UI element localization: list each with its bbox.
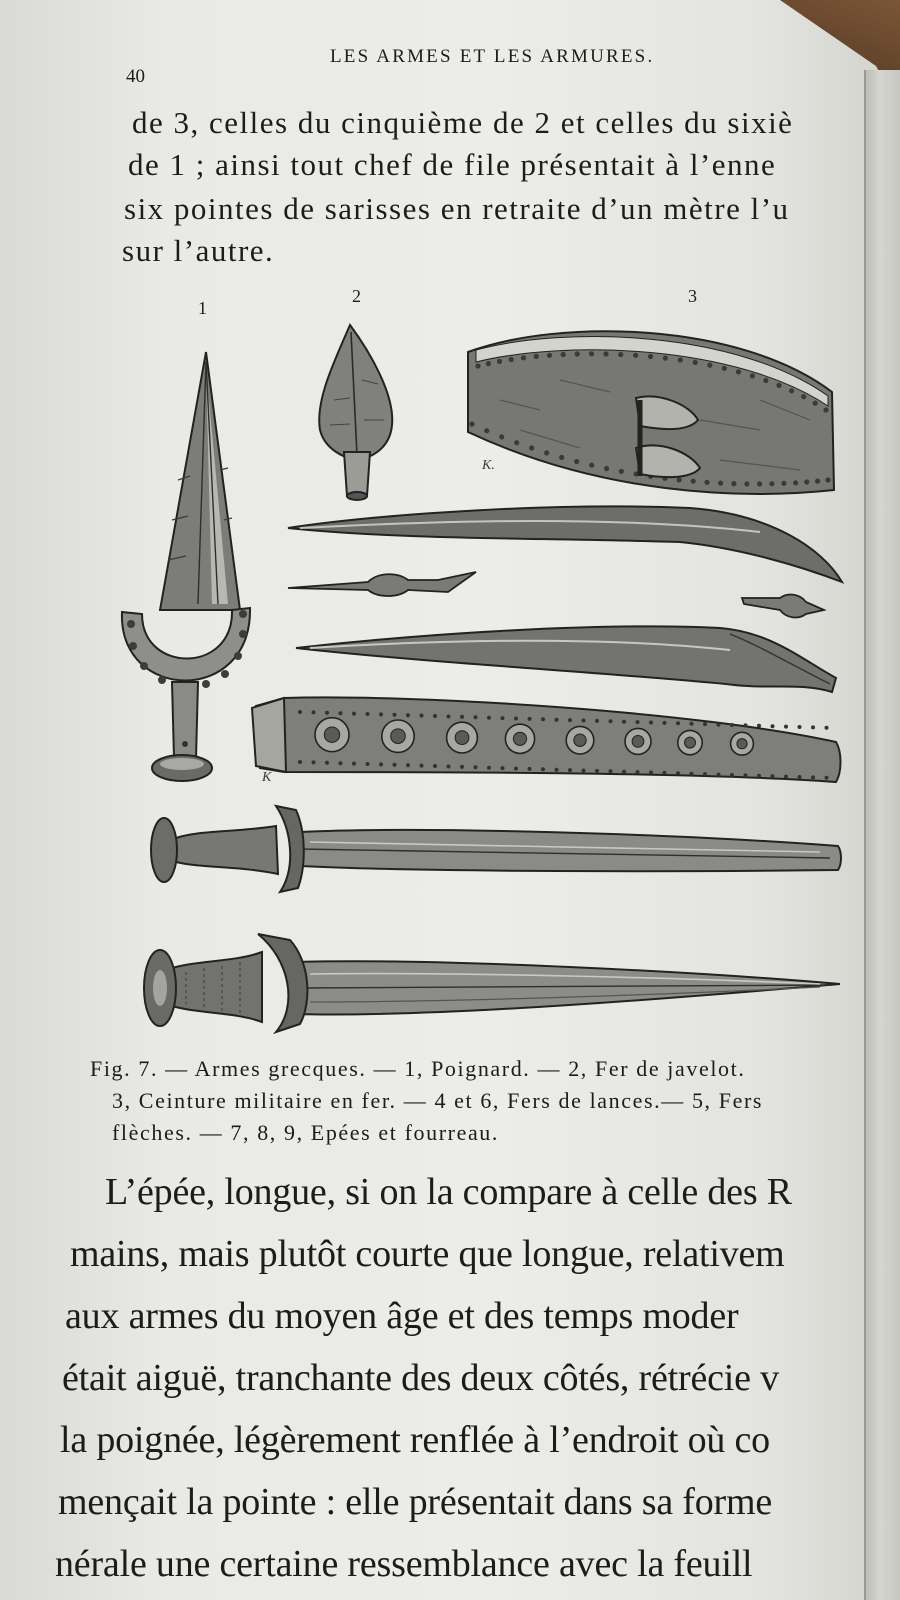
belt-rivet <box>678 357 683 362</box>
scabbard-dot <box>622 770 626 774</box>
belt-rivet <box>486 361 491 366</box>
belt-rivet <box>736 369 741 374</box>
scabbard-dot <box>703 772 707 776</box>
scabbard-dot <box>784 725 788 729</box>
scabbard-dot <box>393 713 397 717</box>
arrowhead-a <box>288 572 476 596</box>
belt-rivet <box>793 480 798 485</box>
belt-rivet <box>825 477 830 482</box>
lance-6-blade <box>296 626 836 692</box>
scabbard-dot <box>352 712 356 716</box>
belt-rivet <box>815 479 820 484</box>
scabbard-dot <box>568 768 572 772</box>
figure-label-3: 3 <box>688 286 697 306</box>
scabbard-mouth <box>252 698 286 772</box>
belt-rivet <box>781 481 786 486</box>
belt-rivet <box>514 440 519 445</box>
figure-label-1: 1 <box>198 298 207 318</box>
scabbard-rosette-center <box>685 737 696 748</box>
scabbard-dot <box>352 762 356 766</box>
engraver-mark: K <box>262 770 272 785</box>
sword-9-guard <box>258 934 307 1032</box>
arrowhead-b <box>742 595 824 618</box>
fig-8-sword <box>151 806 841 892</box>
scabbard-dot <box>312 760 316 764</box>
fig-3-belt <box>468 331 834 494</box>
scabbard-dot <box>730 773 734 777</box>
fig-5-arrowheads <box>288 572 824 617</box>
scabbard-dot <box>474 765 478 769</box>
belt-rivet <box>603 351 608 356</box>
scabbard-rosette-center <box>574 734 586 746</box>
belt-rivet <box>813 401 818 406</box>
scabbard-dot <box>582 769 586 773</box>
scabbard-dot <box>433 764 437 768</box>
belt-rivet <box>529 445 534 450</box>
scabbard-dot <box>447 715 451 719</box>
belt-rivet <box>718 481 723 486</box>
scabbard-dot <box>298 710 302 714</box>
scabbard-rosette-center <box>455 731 469 745</box>
sword-8-pommel <box>151 818 177 882</box>
scabbard-dot <box>433 714 437 718</box>
scabbard-dot <box>528 767 532 771</box>
engraver-mark: K. <box>482 458 495 473</box>
belt-rivet <box>789 388 794 393</box>
javelin-socket <box>344 452 370 496</box>
scabbard-dot <box>676 721 680 725</box>
belt-rivet <box>561 352 566 357</box>
fig-1-dagger <box>122 352 250 781</box>
body-line: nérale une certaine ressemblance avec la feuill <box>55 1543 753 1585</box>
scabbard-dot <box>379 762 383 766</box>
belt-rivet <box>521 355 526 360</box>
belt-rivet <box>497 359 502 364</box>
belt-rivet <box>534 354 539 359</box>
scabbard-dot <box>663 771 667 775</box>
body-line: aux armes du moyen âge et des temps moder <box>65 1295 739 1337</box>
scabbard-dot <box>676 771 680 775</box>
scabbard-dot <box>501 716 505 720</box>
scabbard-dot <box>717 723 721 727</box>
figure-label-2: 2 <box>352 286 361 306</box>
belt-rivet <box>691 479 696 484</box>
scabbard-dot <box>393 763 397 767</box>
scabbard-dot <box>420 714 424 718</box>
scabbard-dot <box>474 715 478 719</box>
scabbard-dot <box>514 717 518 721</box>
scabbard-dot <box>825 776 829 780</box>
belt-rivet <box>663 356 668 361</box>
scabbard-dot <box>757 724 761 728</box>
scabbard-dot <box>420 764 424 768</box>
scabbard-dot <box>811 775 815 779</box>
scabbard-dot <box>609 769 613 773</box>
body-line: était aiguë, tranchante des deux côtés, rétrécie v <box>62 1357 779 1399</box>
belt-rivet <box>731 481 736 486</box>
belt-rivet <box>619 469 624 474</box>
belt-rivet <box>574 459 579 464</box>
running-head: LES ARMES ET LES ARMURES. <box>330 46 655 67</box>
scabbard-dot <box>757 774 761 778</box>
dagger-guard <box>122 608 250 681</box>
sword-8-grip <box>176 826 278 874</box>
belt-rivet <box>763 378 768 383</box>
belt-rivet <box>823 407 828 412</box>
scabbard-dot <box>582 719 586 723</box>
scabbard-rosette-center <box>391 729 406 744</box>
body-line: mains, mais plutôt courte que longue, relativem <box>70 1233 785 1275</box>
scabbard-dot <box>811 725 815 729</box>
scabbard-dot <box>595 769 599 773</box>
belt-rivet <box>589 463 594 468</box>
scabbard-dot <box>798 775 802 779</box>
scabbard-rosette-center <box>324 727 339 742</box>
scabbard-dot <box>690 772 694 776</box>
scabbard-dot <box>555 718 559 722</box>
belt-rivet <box>544 450 549 455</box>
scabbard-dot <box>312 710 316 714</box>
scabbard-dot <box>501 766 505 770</box>
scabbard-dot <box>771 774 775 778</box>
scabbard-dot <box>784 775 788 779</box>
fig-7-scabbard <box>252 697 841 782</box>
scabbard-dot <box>636 720 640 724</box>
belt-rivet <box>769 481 774 486</box>
scabbard-dot <box>568 718 572 722</box>
belt-rivet <box>475 363 480 368</box>
belt-rivet <box>744 481 749 486</box>
body-line: L’épée, longue, si on la compare à celle des R <box>105 1171 792 1213</box>
scabbard-dot <box>339 761 343 765</box>
scabbard-dot <box>825 726 829 730</box>
scabbard-rosette-center <box>513 732 526 745</box>
belt-rivet <box>722 366 727 371</box>
sword-8-guard <box>276 806 304 892</box>
intro-line: six pointes de sarisses en retraite d’un mètre l’u <box>124 191 790 226</box>
belt-rivet <box>559 455 564 460</box>
scabbard-dot <box>447 765 451 769</box>
scabbard-dot <box>366 712 370 716</box>
intro-line: de 3, celles du cinquième de 2 et celles du sixiè <box>132 105 794 140</box>
belt-rivet <box>547 353 552 358</box>
scabbard-dot <box>379 712 383 716</box>
scabbard-dot <box>487 716 491 720</box>
lance-4-blade <box>288 506 842 582</box>
scabbard-rosette-center <box>632 736 644 748</box>
scabbard-dot <box>339 711 343 715</box>
belt-rivet <box>509 357 514 362</box>
scabbard-dot <box>649 721 653 725</box>
scabbard-dot <box>636 770 640 774</box>
scabbard-dot <box>744 723 748 727</box>
scabbard-dot <box>325 761 329 765</box>
belt-rivet <box>776 383 781 388</box>
belt-rivet <box>750 373 755 378</box>
belt-rivet <box>604 466 609 471</box>
scabbard-dot <box>298 760 302 764</box>
fig-4-lance-head <box>288 506 842 582</box>
intro-line: sur l’autre. <box>122 233 275 268</box>
scabbard-dot <box>366 762 370 766</box>
belt-rivet <box>575 351 580 356</box>
scabbard-dot <box>609 719 613 723</box>
scabbard-dot <box>460 715 464 719</box>
belt-rivet <box>704 480 709 485</box>
figure-caption-line: 3, Ceinture militaire en fer. — 4 et 6, Fers de lances.— 5, Fers <box>112 1088 764 1113</box>
scabbard-dot <box>528 717 532 721</box>
belt-rivet <box>677 477 682 482</box>
figure-caption-line: Fig. 7. — Armes grecques. — 1, Poignard. — 2, Fer de javelot. <box>90 1056 746 1081</box>
page-number: 40 <box>126 66 145 87</box>
dagger-blade <box>160 352 240 610</box>
scabbard-dot <box>717 773 721 777</box>
scabbard-dot <box>541 767 545 771</box>
scabbard-dot <box>703 722 707 726</box>
scabbard-dot <box>555 768 559 772</box>
belt-rivet <box>693 360 698 365</box>
belt-rivet <box>707 363 712 368</box>
belt-rivet <box>804 479 809 484</box>
belt-rivet <box>757 481 762 486</box>
scabbard-dot <box>541 717 545 721</box>
scabbard-dot <box>514 767 518 771</box>
scabbard-dot <box>649 771 653 775</box>
belt-rivet <box>618 352 623 357</box>
belt-rivet <box>499 434 504 439</box>
belt-rivet <box>633 353 638 358</box>
figure-caption-line: flèches. — 7, 8, 9, Epées et fourreau. <box>112 1120 500 1145</box>
scabbard-dot <box>663 721 667 725</box>
fig-6-lance-head <box>296 626 836 692</box>
belt-rivet <box>484 428 489 433</box>
fig-2-javelin-head <box>319 325 392 500</box>
scabbard-dot <box>325 711 329 715</box>
belt-rivet <box>589 351 594 356</box>
belt-rivet <box>801 394 806 399</box>
scabbard-dot <box>798 725 802 729</box>
scabbard-dot <box>730 723 734 727</box>
scabbard-rosette-center <box>737 739 747 749</box>
scabbard-dot <box>460 765 464 769</box>
scabbard-dot <box>690 722 694 726</box>
scabbard-dot <box>406 763 410 767</box>
scabbard-dot <box>771 724 775 728</box>
scabbard-dot <box>595 719 599 723</box>
scabbard-dot <box>744 773 748 777</box>
body-line: la poignée, légèrement renflée à l’endroit où co <box>60 1419 770 1461</box>
intro-line: de 1 ; ainsi tout chef de file présentait à l’enne <box>128 147 777 182</box>
scabbard-dot <box>406 713 410 717</box>
scabbard-dot <box>487 766 491 770</box>
belt-rivet <box>648 354 653 359</box>
belt-rivet <box>469 421 474 426</box>
scabbard-dot <box>622 720 626 724</box>
fig-9-sword <box>144 934 840 1032</box>
body-line: mençait la pointe : elle présentait dans sa forme <box>58 1481 773 1523</box>
